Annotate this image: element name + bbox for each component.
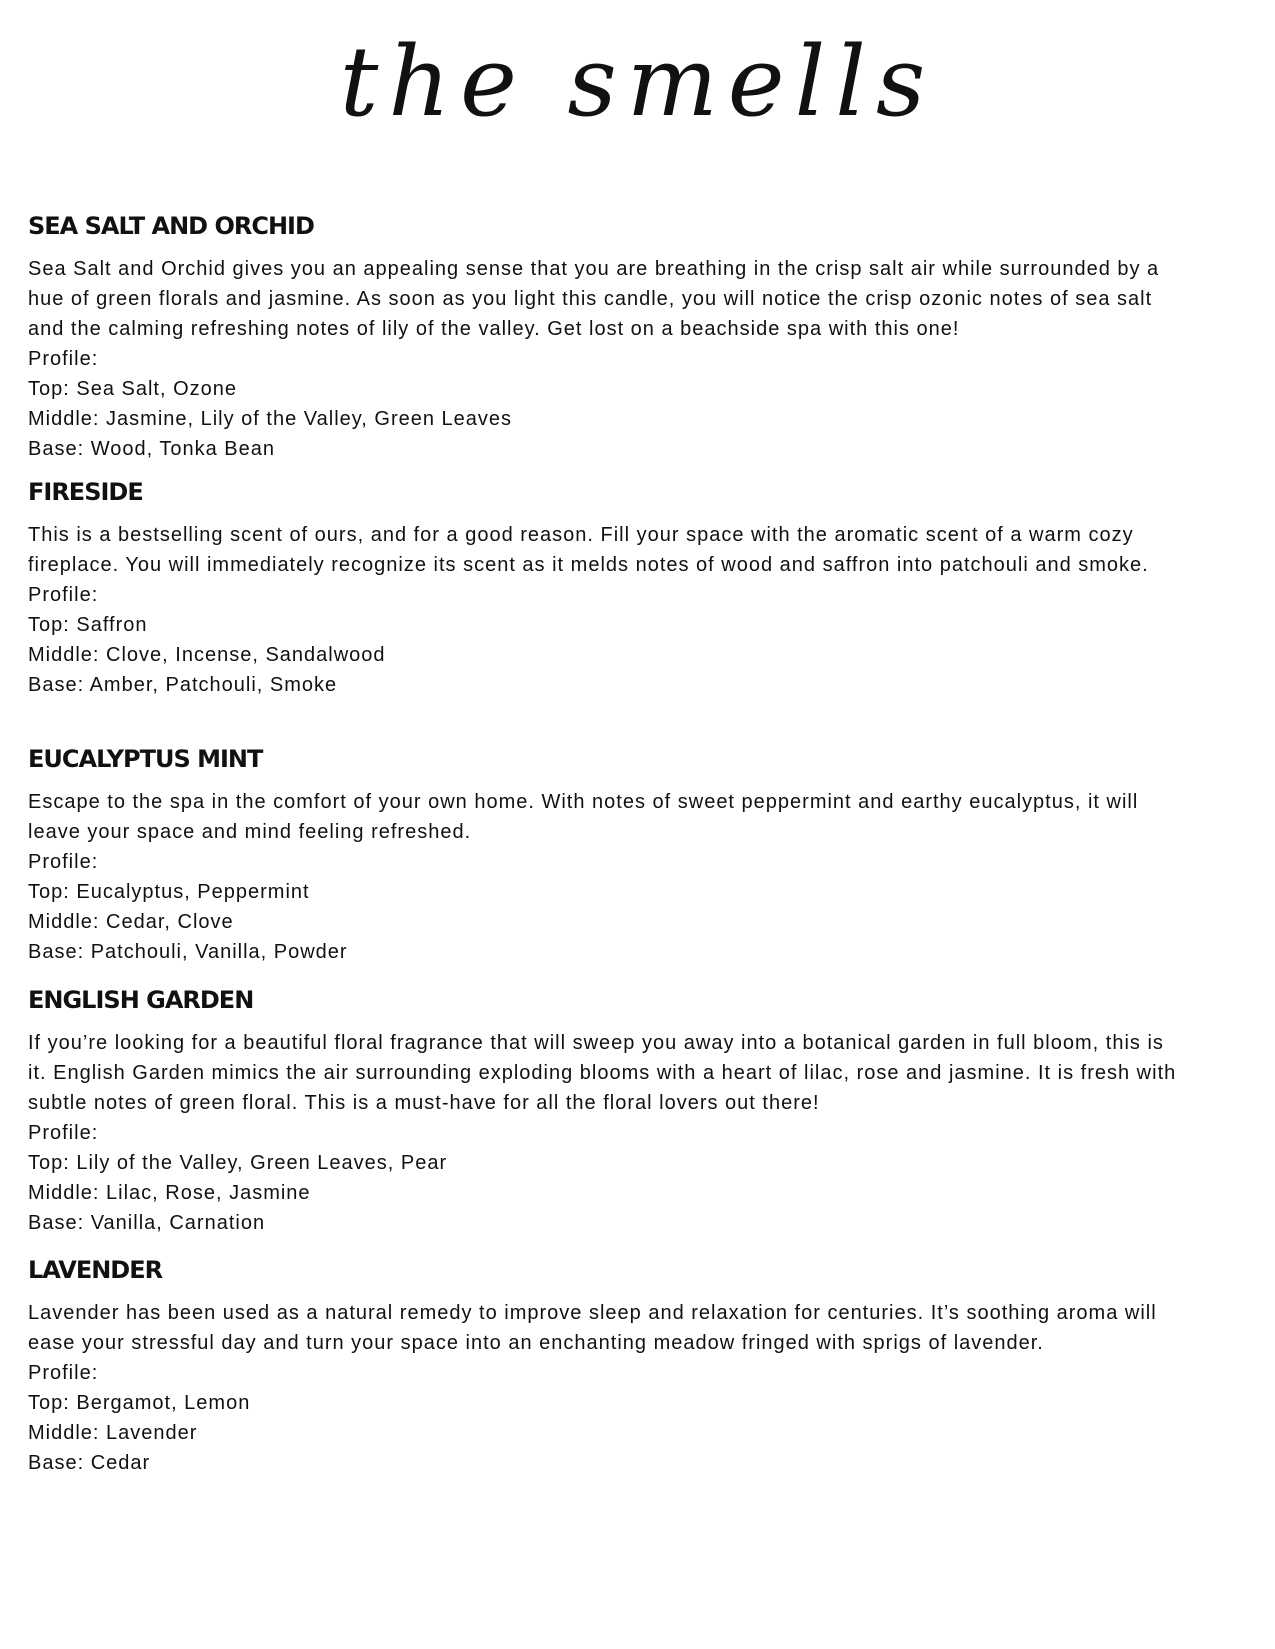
profile-label: Profile: <box>28 348 99 370</box>
profile-label: Profile: <box>28 1362 99 1384</box>
scent-heading: SEA SALT AND ORCHID <box>28 212 314 240</box>
profile-label: Profile: <box>28 584 99 606</box>
profile-top-notes: Top: Bergamot, Lemon <box>28 1392 251 1414</box>
profile-label: Profile: <box>28 1122 99 1144</box>
profile-base-notes: Base: Patchouli, Vanilla, Powder <box>28 941 348 963</box>
profile-top-notes: Top: Eucalyptus, Peppermint <box>28 881 310 903</box>
profile-top-notes: Top: Saffron <box>28 614 148 636</box>
scent-heading: ENGLISH GARDEN <box>28 986 254 1014</box>
page-title: the smells <box>339 26 936 138</box>
scent-description: Lavender has been used as a natural remedy to improve sleep and relaxation for centuries. It’s soothing aroma will ease your stressful day and turn your space into an enchanting meadow fringed with sprigs of lavender. <box>28 1302 1157 1354</box>
profile-middle-notes: Middle: Jasmine, Lily of the Valley, Green Leaves <box>28 408 513 430</box>
scent-section-lavender <box>28 1255 1188 1478</box>
profile-top-notes: Top: Sea Salt, Ozone <box>28 378 238 400</box>
scent-section-sea-salt-and-orchid <box>28 211 1188 464</box>
profile-top-notes: Top: Lily of the Valley, Green Leaves, Pear <box>28 1152 448 1174</box>
profile-label: Profile: <box>28 851 99 873</box>
scent-description: This is a bestselling scent of ours, and for a good reason. Fill your space with the aromatic scent of a warm cozy fireplace. You will immediately recognize its scent as it melds notes of wood and saffron into patchouli and smoke. <box>28 524 1149 576</box>
profile-middle-notes: Middle: Lavender <box>28 1422 198 1444</box>
profile-base-notes: Base: Cedar <box>28 1452 151 1474</box>
scent-description: Sea Salt and Orchid gives you an appealing sense that you are breathing in the crisp salt air while surrounded by a hue of green florals and jasmine. As soon as you light this candle, you will notice the crisp ozonic notes of sea salt and the calming refreshing notes of lily of the valley. Get lost on a beachside spa with this one! <box>28 258 1160 340</box>
scent-description: If you’re looking for a beautiful floral fragrance that will sweep you away into a botanical garden in full bloom, this is it. English Garden mimics the air surrounding exploding blooms with a heart of lilac, rose and jasmine. It is fresh with subtle notes of green floral. This is a must-have for all the floral lovers out there! <box>28 1032 1177 1114</box>
profile-base-notes: Base: Vanilla, Carnation <box>28 1212 266 1234</box>
profile-middle-notes: Middle: Cedar, Clove <box>28 911 234 933</box>
scent-description: Escape to the spa in the comfort of your own home. With notes of sweet peppermint and earthy eucalyptus, it will leave your space and mind feeling refreshed. <box>28 791 1139 843</box>
profile-base-notes: Base: Wood, Tonka Bean <box>28 438 275 460</box>
profile-middle-notes: Middle: Clove, Incense, Sandalwood <box>28 644 386 666</box>
profile-base-notes: Base: Amber, Patchouli, Smoke <box>28 674 338 696</box>
scent-section-eucalyptus-mint <box>28 744 1188 967</box>
profile-middle-notes: Middle: Lilac, Rose, Jasmine <box>28 1182 311 1204</box>
scent-section-fireside <box>28 477 1188 700</box>
scent-heading: EUCALYPTUS MINT <box>28 745 263 773</box>
scent-heading: FIRESIDE <box>28 478 143 506</box>
scent-heading: LAVENDER <box>28 1256 163 1284</box>
scent-section-english-garden <box>28 985 1188 1238</box>
